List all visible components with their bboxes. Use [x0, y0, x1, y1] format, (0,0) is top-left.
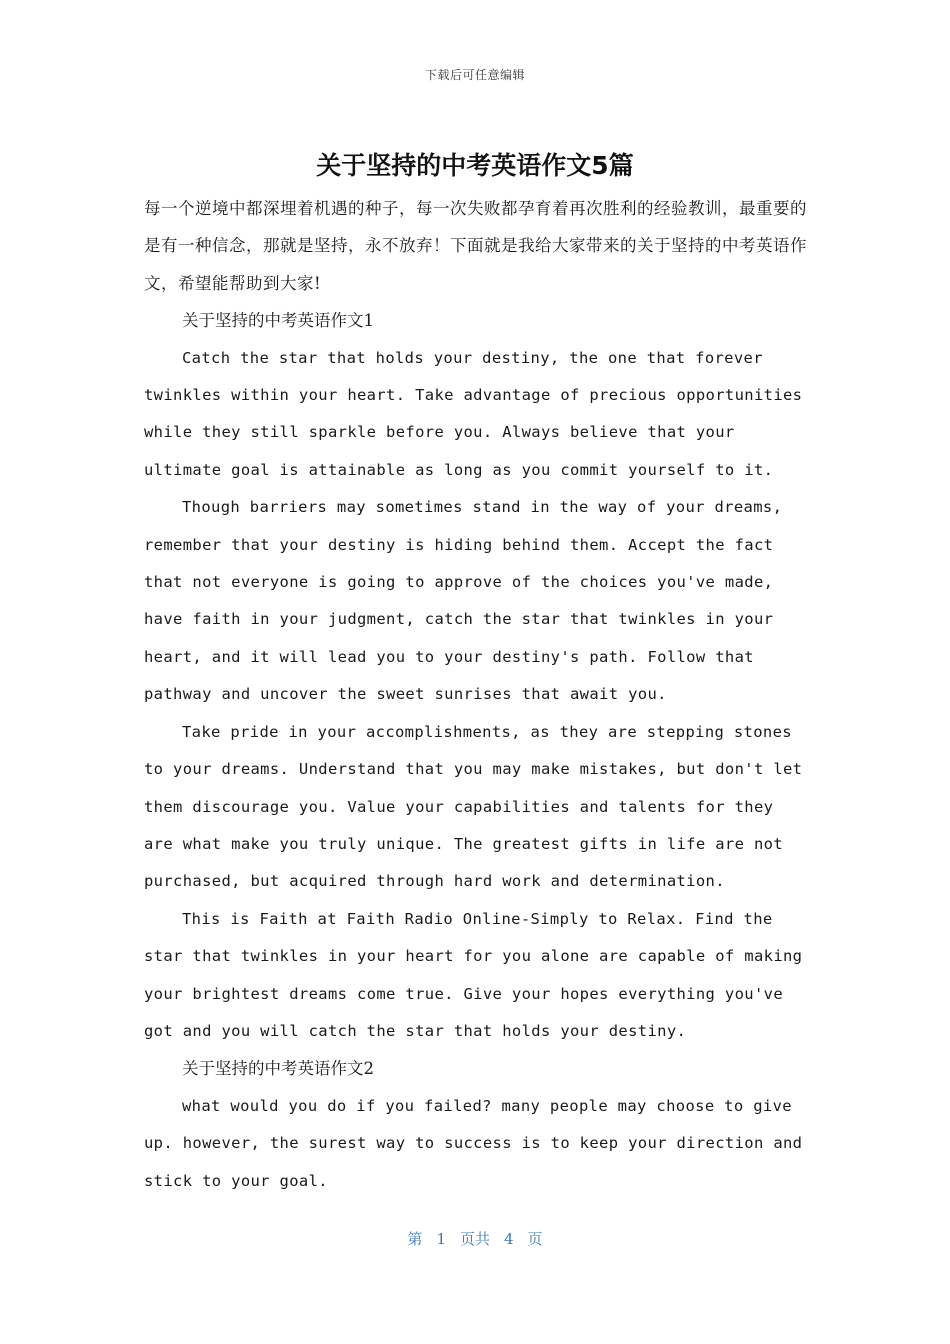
document-body	[144, 190, 812, 1200]
essay-heading-1: 关于坚持的中考英语作文1	[182, 311, 374, 331]
total-pages-number: 4	[504, 1230, 514, 1248]
essay-2-paragraph-1: what would you do if you failed? many people may choose to give up. however, the surest way to success is to keep your direction and stick to your goal.	[144, 1096, 803, 1190]
page-number-footer	[0, 1228, 950, 1249]
page-middle: 页共	[459, 1230, 490, 1248]
header-note: 下载后可任意编辑	[424, 68, 525, 82]
intro-paragraph: 每一个逆境中都深埋着机遇的种子，每一次失败都孕育着再次胜利的经验教训，最重要的是有一种信念，那就是坚持，永不放弃！下面就是我给大家带来的关于坚持的中考英语作文，希望能帮助到大家!	[144, 199, 807, 293]
essay-1-paragraph-1: Catch the star that holds your destiny, the one that forever twinkles within your heart. Take advantage of precious opportunities while they still sparkle before you. Always believe that your ultimate goal is attainable as long as you commit yourself to it.	[144, 348, 803, 479]
essay-1-paragraph-4: This is Faith at Faith Radio Online-Simply to Relax. Find the star that twinkles in your heart for you alone are capable of making your brightest dreams come true. Give your hopes everything you've got and you will catch the star that holds your destiny.	[144, 909, 803, 1040]
essay-1-paragraph-2: Though barriers may sometimes stand in the way of your dreams, remember that your destiny is hiding behind them. Accept the fact that not everyone is going to approve of the choices you've made, have faith in your judgment, catch the star that twinkles in your heart, and it will lead you to your destiny's path. Follow that pathway and uncover the sweet sunrises that await you.	[144, 498, 783, 704]
essay-1-paragraph-3: Take pride in your accomplishments, as they are stepping stones to your dreams. Understand that you may make mistakes, but don't let them discourage you. Value your capabilities and talents for they are what make you truly unique. The greatest gifts in life are not purchased, but acquired through hard work and determination.	[144, 722, 803, 891]
page-prefix: 第	[407, 1230, 423, 1248]
page-suffix: 页	[527, 1230, 543, 1248]
essay-heading-2: 关于坚持的中考英语作文2	[182, 1059, 374, 1079]
current-page-number: 1	[436, 1230, 446, 1248]
document-title: 关于坚持的中考英语作文5篇	[316, 151, 634, 180]
